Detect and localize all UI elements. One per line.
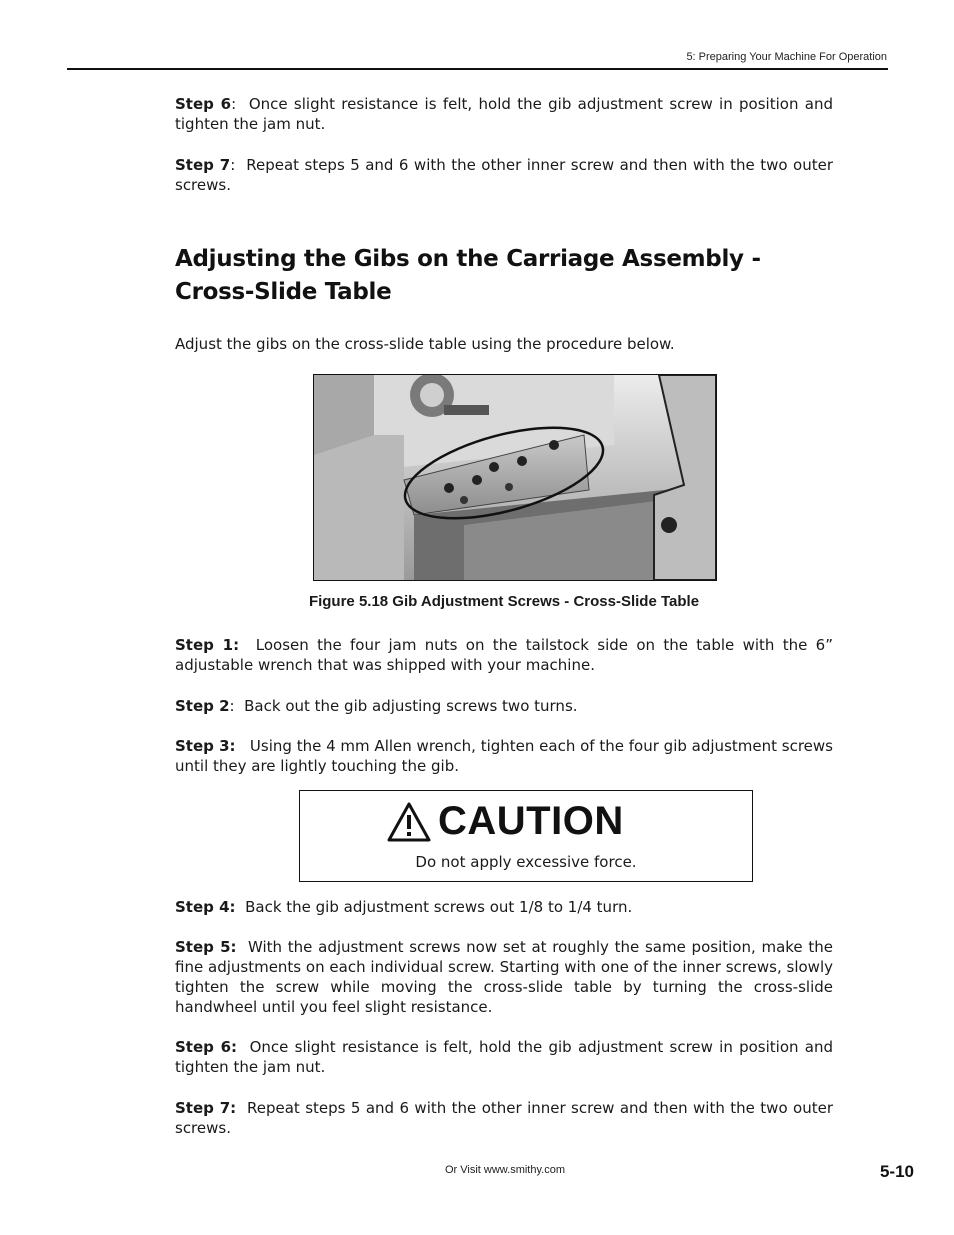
step-label: Step 3:: [175, 737, 236, 755]
figure-photo: [313, 374, 717, 581]
step-text: Repeat steps 5 and 6 with the other inner screw and then with the two outer screws.: [175, 1099, 833, 1137]
step-text: Back the gib adjustment screws out 1/8 to 1/4 turn.: [245, 898, 633, 916]
page-number: 5-10: [879, 1162, 914, 1181]
caution-box: [299, 790, 753, 882]
step-2: Step 2: Back out the gib adjusting screws two turns.: [175, 697, 578, 715]
figure-caption: Figure 5.18 Gib Adjustment Screws - Cross-Slide Table: [308, 593, 700, 610]
step-text: With the adjustment screws now set at roughly the same position, make the fine adjustments on each individual screw. Starting with one of the inner screws, slowly tighten the screw while moving the cross-slide table by turning the cross-slide handwheel until you feel slight resistance.: [175, 938, 834, 1016]
section-title: Adjusting the Gibs on the Carriage Assembly - Cross-Slide Table: [175, 246, 761, 305]
caution-word: CAUTION: [438, 799, 624, 843]
step-6: [175, 1037, 833, 1077]
step-text: Loosen the four jam nuts on the tailstock side on the table with the 6” adjustable wrench that was shipped with your machine.: [175, 636, 834, 674]
step-label: Step 4:: [175, 898, 236, 916]
step-text: Once slight resistance is felt, hold the gib adjustment screw in position and tighten the jam nut.: [175, 95, 833, 133]
step-label: Step 5:: [175, 938, 237, 956]
warning-triangle-icon: [386, 801, 432, 843]
step-label: Step 2: [175, 697, 230, 715]
step-text: Once slight resistance is felt, hold the gib adjustment screw in position and tighten the jam nut.: [175, 1038, 834, 1076]
step-7: [175, 1098, 833, 1138]
step-4: [175, 897, 833, 917]
step-label: Step 7:: [175, 1099, 237, 1117]
cross-slide-photo: [314, 375, 716, 580]
step-1: [175, 635, 833, 675]
step-label: Step 1:: [175, 636, 240, 654]
step-text: Using the 4 mm Allen wrench, tighten each of the four gib adjustment screws until they are lightly touching the gib.: [175, 737, 833, 775]
step-label: Step 6:: [175, 1038, 238, 1056]
caution-message: Do not apply excessive force.: [415, 853, 637, 871]
step-text: Back out the gib adjusting screws two turns.: [244, 697, 578, 715]
step-label: Step 6: [175, 95, 232, 113]
top-step-6: Step 6: Once slight resistance is felt, hold the gib adjustment screw in position and tighten the jam nut.: [175, 95, 833, 133]
step-label: Step 7: [175, 156, 231, 174]
section-intro: Adjust the gibs on the cross-slide table using the procedure below.: [175, 335, 675, 353]
step-5: [175, 937, 833, 1017]
header-rule: [67, 68, 888, 70]
step-3: [175, 736, 833, 776]
top-step-7: Step 7: Repeat steps 5 and 6 with the other inner screw and then with the two outer screws.: [175, 156, 833, 194]
running-header: 5: Preparing Your Machine For Operation: [686, 51, 887, 63]
footer-url: Or Visit www.smithy.com: [445, 1164, 565, 1176]
step-text: Repeat steps 5 and 6 with the other inner screw and then with the two outer screws.: [175, 156, 833, 194]
caution-header: [386, 799, 624, 844]
